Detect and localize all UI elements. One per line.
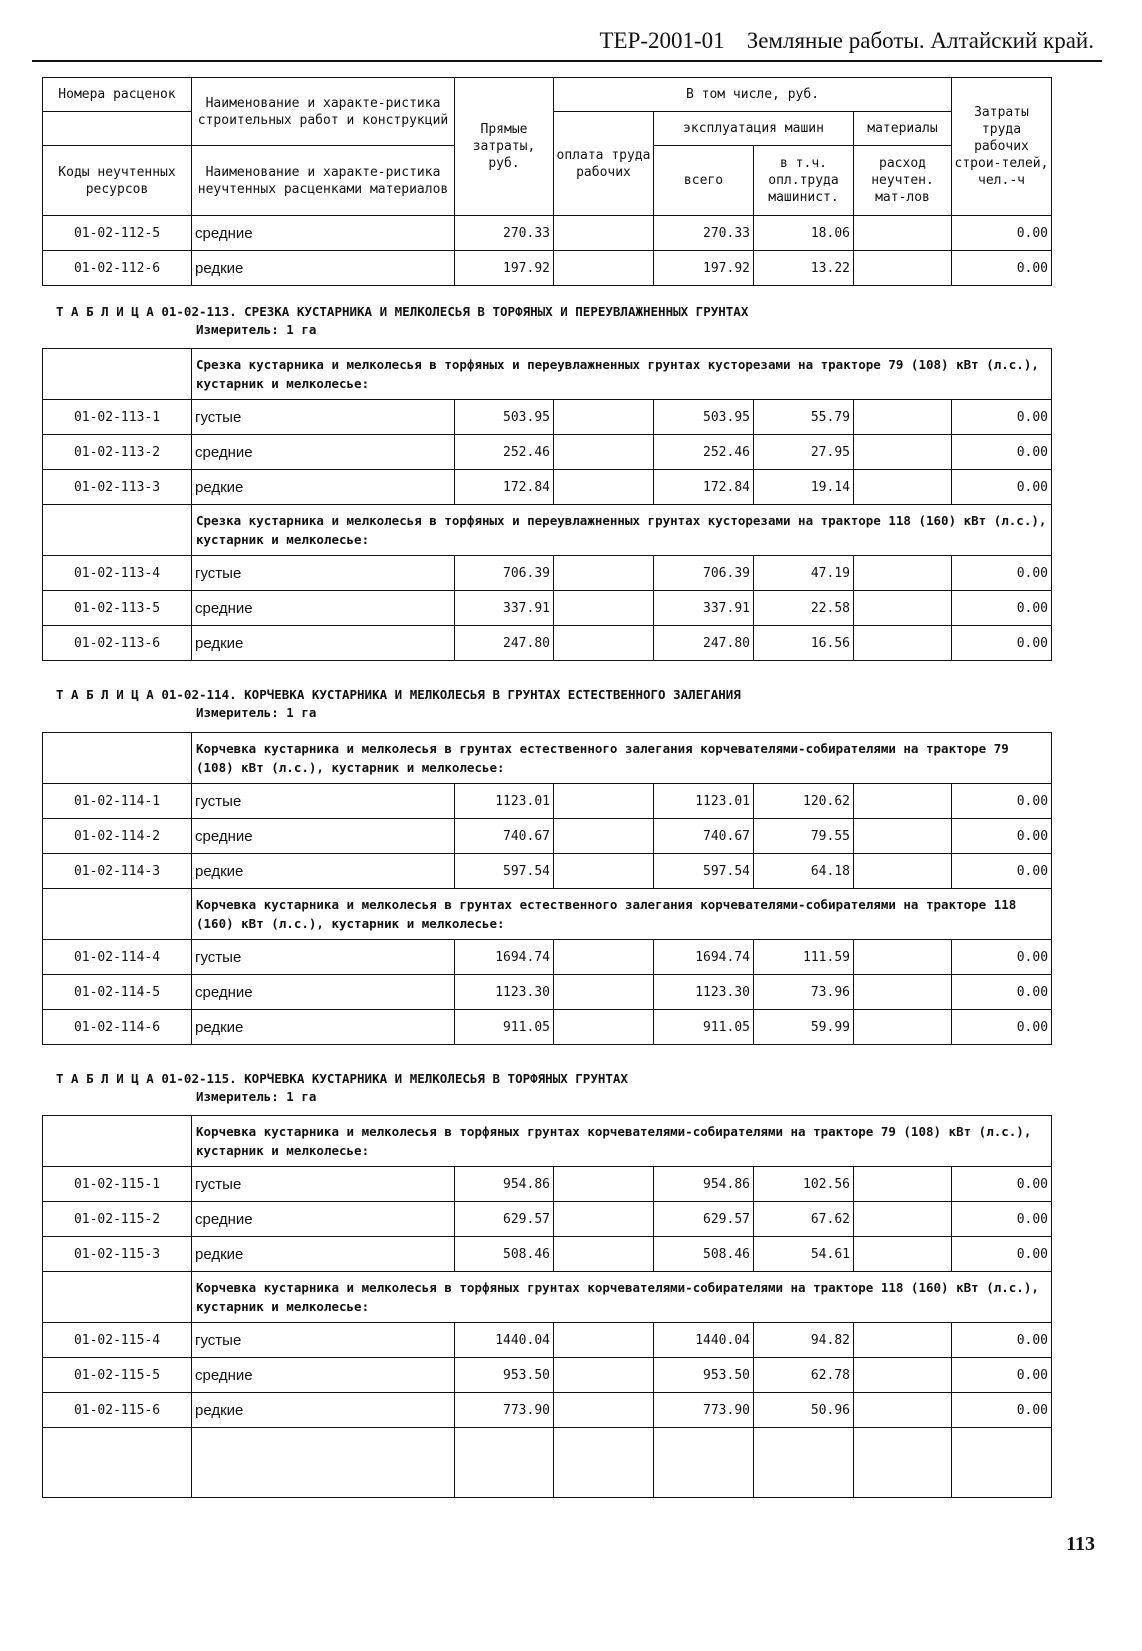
labor-pay: [554, 1393, 654, 1428]
rate-name: густые: [192, 400, 455, 435]
empty-cell: [952, 1428, 1052, 1498]
machines-total: 1694.74: [654, 940, 754, 975]
machines-total: 247.80: [654, 626, 754, 661]
group-description-row: [43, 889, 1052, 940]
labor-pay: [554, 216, 654, 251]
table-row: [43, 784, 1052, 819]
group-description: Корчевка кустарника и мелколесья в грунтах естественного залегания корчевателями-собирателями на тракторе 118 (160) кВт (л.с.), кустарник и мелколесье:: [192, 889, 1052, 940]
machines-total: 773.90: [654, 1393, 754, 1428]
page-header: [32, 28, 1102, 62]
machinist-pay: 62.78: [754, 1358, 854, 1393]
col-work-name: Наименование и характе-ристика строительных работ и конструкций: [192, 78, 455, 146]
rate-code: 01-02-113-5: [43, 591, 192, 626]
materials: [854, 435, 952, 470]
table-row: [43, 556, 1052, 591]
labor-cost: 0.00: [952, 626, 1052, 661]
table-01-02-113: [42, 348, 1052, 661]
group-description-row: [43, 733, 1052, 784]
direct-cost: 1440.04: [455, 1323, 554, 1358]
materials: [854, 400, 952, 435]
direct-cost: 1694.74: [455, 940, 554, 975]
materials: [854, 975, 952, 1010]
materials: [854, 1202, 952, 1237]
group-code-cell: [43, 1272, 192, 1323]
labor-cost: 0.00: [952, 854, 1052, 889]
group-description: Корчевка кустарника и мелколесья в торфяных грунтах корчевателями-собирателями на тракторе 79 (108) кВт (л.с.), кустарник и мелколесье:: [192, 1116, 1052, 1167]
col-mat-usage: расход неучтен. мат-лов: [854, 146, 952, 216]
labor-cost: 0.00: [952, 591, 1052, 626]
labor-pay: [554, 854, 654, 889]
labor-cost: 0.00: [952, 400, 1052, 435]
rate-code: 01-02-115-3: [43, 1237, 192, 1272]
direct-cost: 1123.30: [455, 975, 554, 1010]
materials: [854, 1010, 952, 1045]
col-resource-codes: Коды неучтенных ресурсов: [43, 146, 192, 216]
labor-pay: [554, 784, 654, 819]
labor-cost: 0.00: [952, 1202, 1052, 1237]
table-row: [43, 1202, 1052, 1237]
machines-total: 629.57: [654, 1202, 754, 1237]
empty-cell: [754, 1428, 854, 1498]
col-rate-spacer: [43, 112, 192, 146]
machinist-pay: 111.59: [754, 940, 854, 975]
direct-cost: 247.80: [455, 626, 554, 661]
labor-cost: 0.00: [952, 216, 1052, 251]
machinist-pay: 16.56: [754, 626, 854, 661]
table-01-02-114: [42, 732, 1052, 1045]
col-machines: эксплуатация машин: [654, 112, 854, 146]
labor-cost: 0.00: [952, 1167, 1052, 1202]
rate-name: густые: [192, 784, 455, 819]
empty-cell: [854, 1428, 952, 1498]
machinist-pay: 47.19: [754, 556, 854, 591]
rate-name: средние: [192, 819, 455, 854]
rate-code: 01-02-115-4: [43, 1323, 192, 1358]
direct-cost: 508.46: [455, 1237, 554, 1272]
rate-code: 01-02-114-2: [43, 819, 192, 854]
machines-total: 508.46: [654, 1237, 754, 1272]
materials: [854, 556, 952, 591]
header-text: Земляные работы. Алтайский край.: [746, 28, 1094, 53]
labor-pay: [554, 1202, 654, 1237]
materials: [854, 470, 952, 505]
machinist-pay: 22.58: [754, 591, 854, 626]
labor-pay: [554, 940, 654, 975]
header-title: [599, 28, 1094, 54]
page-number: 113: [1066, 1533, 1095, 1555]
labor-cost: 0.00: [952, 1358, 1052, 1393]
group-code-cell: [43, 349, 192, 400]
rate-name: редкие: [192, 854, 455, 889]
rate-code: 01-02-114-1: [43, 784, 192, 819]
machines-total: 197.92: [654, 251, 754, 286]
machinist-pay: 73.96: [754, 975, 854, 1010]
labor-cost: 0.00: [952, 940, 1052, 975]
direct-cost: 503.95: [455, 400, 554, 435]
machinist-pay: 102.56: [754, 1167, 854, 1202]
materials: [854, 1358, 952, 1393]
table-row: [43, 251, 1052, 286]
labor-cost: 0.00: [952, 1010, 1052, 1045]
rate-code: 01-02-113-2: [43, 435, 192, 470]
group-description: Срезка кустарника и мелколесья в торфяных и переувлажненных грунтах кусторезами на тракторе 79 (108) кВт (л.с.), кустарник и мелколесье:: [192, 349, 1052, 400]
labor-pay: [554, 556, 654, 591]
rate-code: 01-02-113-1: [43, 400, 192, 435]
rate-name: средние: [192, 591, 455, 626]
table-caption: [56, 303, 748, 339]
col-materials: материалы: [854, 112, 952, 146]
empty-cell: [455, 1428, 554, 1498]
labor-cost: 0.00: [952, 1323, 1052, 1358]
group-code-cell: [43, 733, 192, 784]
direct-cost: 706.39: [455, 556, 554, 591]
table-01-02-115: [42, 1115, 1052, 1498]
rate-name: средние: [192, 1358, 455, 1393]
labor-cost: 0.00: [952, 784, 1052, 819]
group-description-row: [43, 1116, 1052, 1167]
labor-cost: 0.00: [952, 1393, 1052, 1428]
rate-code: 01-02-115-6: [43, 1393, 192, 1428]
labor-cost: 0.00: [952, 470, 1052, 505]
rate-name: средние: [192, 975, 455, 1010]
group-code-cell: [43, 889, 192, 940]
table-row: [43, 1323, 1052, 1358]
labor-pay: [554, 1323, 654, 1358]
direct-cost: 953.50: [455, 1358, 554, 1393]
labor-pay: [554, 626, 654, 661]
machines-total: 597.54: [654, 854, 754, 889]
machines-total: 706.39: [654, 556, 754, 591]
machinist-pay: 64.18: [754, 854, 854, 889]
direct-cost: 911.05: [455, 1010, 554, 1045]
labor-cost: 0.00: [952, 975, 1052, 1010]
machines-total: 954.86: [654, 1167, 754, 1202]
caption-measure: Измеритель: 1 га: [196, 1089, 317, 1104]
col-incl: В том числе, руб.: [554, 78, 952, 112]
machines-total: 503.95: [654, 400, 754, 435]
table-row: [43, 435, 1052, 470]
labor-pay: [554, 435, 654, 470]
machinist-pay: 79.55: [754, 819, 854, 854]
materials: [854, 1393, 952, 1428]
rate-code: 01-02-114-4: [43, 940, 192, 975]
materials: [854, 1237, 952, 1272]
machines-total: 1123.01: [654, 784, 754, 819]
group-code-cell: [43, 505, 192, 556]
direct-cost: 252.46: [455, 435, 554, 470]
rate-name: редкие: [192, 626, 455, 661]
labor-cost: 0.00: [952, 435, 1052, 470]
machinist-pay: 27.95: [754, 435, 854, 470]
rate-name: редкие: [192, 251, 455, 286]
group-description-row: [43, 349, 1052, 400]
rate-code: 01-02-112-5: [43, 216, 192, 251]
rate-name: густые: [192, 1167, 455, 1202]
table-row: [43, 626, 1052, 661]
rate-name: густые: [192, 556, 455, 591]
rate-name: густые: [192, 940, 455, 975]
materials: [854, 784, 952, 819]
direct-cost: 954.86: [455, 1167, 554, 1202]
rate-code: 01-02-112-6: [43, 251, 192, 286]
col-direct-cost: Прямые затраты, руб.: [455, 78, 554, 216]
table-row: [43, 1358, 1052, 1393]
rate-code: 01-02-114-5: [43, 975, 192, 1010]
direct-cost: 337.91: [455, 591, 554, 626]
group-code-cell: [43, 1116, 192, 1167]
col-labor-cost: Затраты труда рабочих строи-телей, чел.-ч: [952, 78, 1052, 216]
table-row: [43, 854, 1052, 889]
labor-pay: [554, 975, 654, 1010]
labor-pay: [554, 400, 654, 435]
table-row: [43, 1167, 1052, 1202]
labor-cost: 0.00: [952, 251, 1052, 286]
direct-cost: 172.84: [455, 470, 554, 505]
caption-measure: Измеритель: 1 га: [196, 322, 317, 337]
machinist-pay: 94.82: [754, 1323, 854, 1358]
rate-code: 01-02-113-6: [43, 626, 192, 661]
labor-pay: [554, 819, 654, 854]
col-labor-pay: оплата труда рабочих: [554, 112, 654, 216]
header-code: ТЕР-2001-01: [599, 28, 725, 53]
labor-pay: [554, 1167, 654, 1202]
group-description-row: [43, 505, 1052, 556]
direct-cost: 1123.01: [455, 784, 554, 819]
col-material-name: Наименование и характе-ристика неучтенных расценками материалов: [192, 146, 455, 216]
table-row: [43, 940, 1052, 975]
rate-name: средние: [192, 216, 455, 251]
rate-name: редкие: [192, 1237, 455, 1272]
labor-pay: [554, 251, 654, 286]
empty-cell: [43, 1428, 192, 1498]
machines-total: 953.50: [654, 1358, 754, 1393]
table-row: [43, 819, 1052, 854]
rate-name: редкие: [192, 470, 455, 505]
empty-cell: [554, 1428, 654, 1498]
labor-pay: [554, 1010, 654, 1045]
labor-pay: [554, 1358, 654, 1393]
table-caption: [56, 1070, 628, 1106]
empty-row: [43, 1428, 1052, 1498]
table-row: [43, 1237, 1052, 1272]
group-description: Корчевка кустарника и мелколесья в грунтах естественного залегания корчевателями-собирателями на тракторе 79 (108) кВт (л.с.), кустарник и мелколесье:: [192, 733, 1052, 784]
labor-cost: 0.00: [952, 819, 1052, 854]
materials: [854, 251, 952, 286]
direct-cost: 629.57: [455, 1202, 554, 1237]
empty-cell: [192, 1428, 455, 1498]
table-row: [43, 591, 1052, 626]
materials: [854, 854, 952, 889]
table-row: [43, 400, 1052, 435]
materials: [854, 940, 952, 975]
direct-cost: 197.92: [455, 251, 554, 286]
col-rate-numbers: Номера расценок: [43, 78, 192, 112]
labor-cost: 0.00: [952, 556, 1052, 591]
direct-cost: 270.33: [455, 216, 554, 251]
machinist-pay: 120.62: [754, 784, 854, 819]
caption-title: Т А Б Л И Ц А 01-02-113. СРЕЗКА КУСТАРНИКА И МЕЛКОЛЕСЬЯ В ТОРФЯНЫХ И ПЕРЕУВЛАЖНЕННЫХ ГРУНТАХ: [56, 304, 749, 319]
empty-cell: [654, 1428, 754, 1498]
materials: [854, 216, 952, 251]
rate-name: густые: [192, 1323, 455, 1358]
machines-total: 270.33: [654, 216, 754, 251]
rate-name: средние: [192, 435, 455, 470]
header-table: [42, 77, 1052, 286]
rate-code: 01-02-113-3: [43, 470, 192, 505]
machines-total: 911.05: [654, 1010, 754, 1045]
rate-code: 01-02-115-2: [43, 1202, 192, 1237]
table-row: [43, 216, 1052, 251]
machinist-pay: 55.79: [754, 400, 854, 435]
table-row: [43, 975, 1052, 1010]
materials: [854, 591, 952, 626]
materials: [854, 819, 952, 854]
machines-total: 740.67: [654, 819, 754, 854]
col-machines-total: всего: [654, 146, 754, 216]
machines-total: 252.46: [654, 435, 754, 470]
labor-pay: [554, 591, 654, 626]
table-caption: [56, 686, 741, 722]
rate-name: редкие: [192, 1393, 455, 1428]
machines-total: 1440.04: [654, 1323, 754, 1358]
labor-pay: [554, 470, 654, 505]
group-description: Срезка кустарника и мелколесья в торфяных и переувлажненных грунтах кусторезами на тракторе 118 (160) кВт (л.с.), кустарник и мелколесье:: [192, 505, 1052, 556]
machinist-pay: 19.14: [754, 470, 854, 505]
machinist-pay: 13.22: [754, 251, 854, 286]
machines-total: 172.84: [654, 470, 754, 505]
materials: [854, 626, 952, 661]
rate-code: 01-02-115-5: [43, 1358, 192, 1393]
caption-title: Т А Б Л И Ц А 01-02-114. КОРЧЕВКА КУСТАРНИКА И МЕЛКОЛЕСЬЯ В ГРУНТАХ ЕСТЕСТВЕННОГО ЗАЛЕГАНИЯ: [56, 687, 741, 702]
rate-code: 01-02-114-6: [43, 1010, 192, 1045]
machinist-pay: 54.61: [754, 1237, 854, 1272]
group-description-row: [43, 1272, 1052, 1323]
labor-cost: 0.00: [952, 1237, 1052, 1272]
machinist-pay: 67.62: [754, 1202, 854, 1237]
labor-pay: [554, 1237, 654, 1272]
rate-code: 01-02-113-4: [43, 556, 192, 591]
rate-name: средние: [192, 1202, 455, 1237]
caption-measure: Измеритель: 1 га: [196, 705, 317, 720]
direct-cost: 597.54: [455, 854, 554, 889]
rate-code: 01-02-115-1: [43, 1167, 192, 1202]
materials: [854, 1167, 952, 1202]
table-row: [43, 1010, 1052, 1045]
table-row: [43, 470, 1052, 505]
table-row: [43, 1393, 1052, 1428]
rate-name: редкие: [192, 1010, 455, 1045]
machinist-pay: 18.06: [754, 216, 854, 251]
machines-total: 1123.30: [654, 975, 754, 1010]
direct-cost: 773.90: [455, 1393, 554, 1428]
caption-title: Т А Б Л И Ц А 01-02-115. КОРЧЕВКА КУСТАРНИКА И МЕЛКОЛЕСЬЯ В ТОРФЯНЫХ ГРУНТАХ: [56, 1071, 628, 1086]
materials: [854, 1323, 952, 1358]
col-incl-machinist: в т.ч. опл.труда машинист.: [754, 146, 854, 216]
machinist-pay: 59.99: [754, 1010, 854, 1045]
rate-code: 01-02-114-3: [43, 854, 192, 889]
machinist-pay: 50.96: [754, 1393, 854, 1428]
group-description: Корчевка кустарника и мелколесья в торфяных грунтах корчевателями-собирателями на тракторе 118 (160) кВт (л.с.), кустарник и мелколесье:: [192, 1272, 1052, 1323]
machines-total: 337.91: [654, 591, 754, 626]
direct-cost: 740.67: [455, 819, 554, 854]
